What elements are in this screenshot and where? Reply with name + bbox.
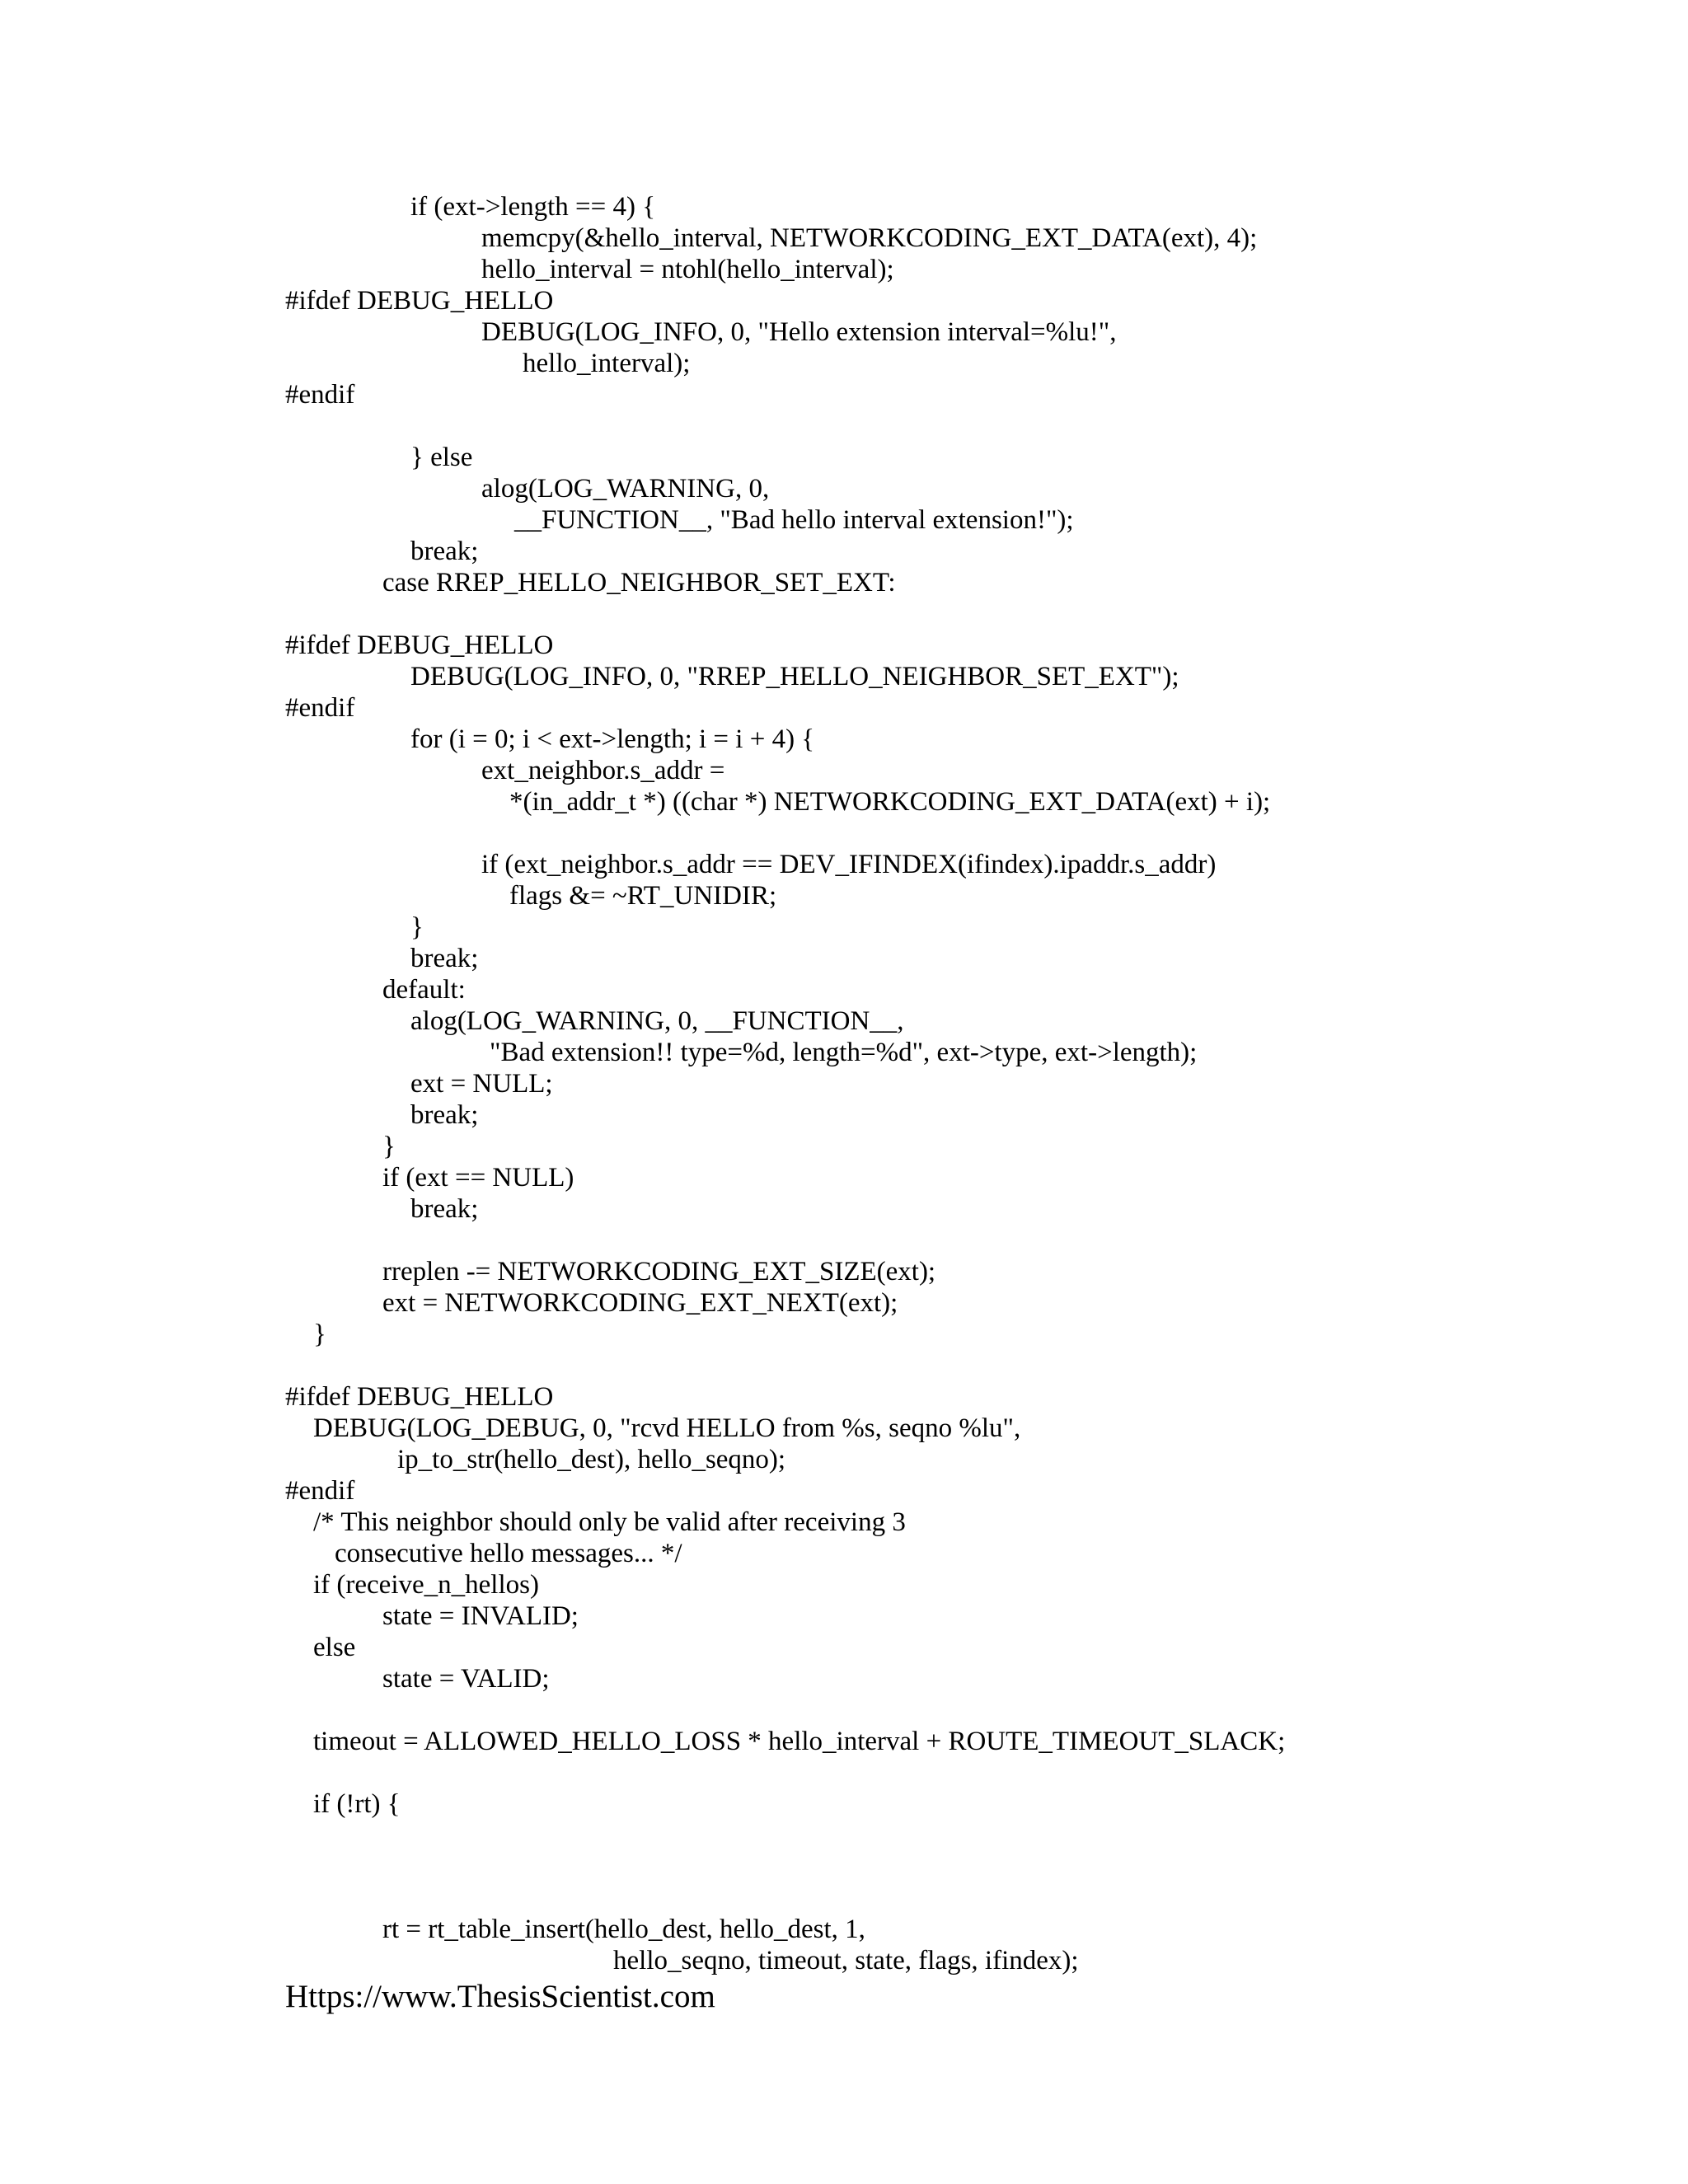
code-line: if (ext == NULL) — [382, 1163, 574, 1193]
code-line: __FUNCTION__, "Bad hello interval extension!"); — [514, 505, 1074, 535]
code-line: break; — [410, 1100, 479, 1130]
code-line: } — [382, 1132, 396, 1161]
code-line: } — [313, 1319, 326, 1349]
code-line: default: — [382, 975, 466, 1005]
code-line: hello_interval); — [523, 349, 691, 378]
code-line: *(in_addr_t *) ((char *) NETWORKCODING_EXT_DATA(ext) + i); — [509, 787, 1271, 817]
code-line: case RREP_HELLO_NEIGHBOR_SET_EXT: — [382, 568, 896, 598]
code-line: /* This neighbor should only be valid after receiving 3 — [313, 1507, 906, 1537]
code-line: "Bad extension!! type=%d, length=%d", ext->type, ext->length); — [490, 1038, 1198, 1067]
code-line: if (ext_neighbor.s_addr == DEV_IFINDEX(ifindex).ipaddr.s_addr) — [481, 850, 1217, 879]
code-line: ext = NULL; — [410, 1069, 553, 1099]
code-line: #endif — [285, 1476, 355, 1506]
code-line: hello_interval = ntohl(hello_interval); — [481, 255, 894, 284]
code-line: hello_seqno, timeout, state, flags, ifindex); — [613, 1946, 1079, 1975]
code-line: } — [410, 912, 424, 942]
code-line: DEBUG(LOG_DEBUG, 0, "rcvd HELLO from %s, seqno %lu", — [313, 1413, 1021, 1443]
footer-url: Https://www.ThesisScientist.com — [285, 1979, 715, 2014]
code-line: alog(LOG_WARNING, 0, __FUNCTION__, — [410, 1006, 904, 1036]
code-line: #endif — [285, 693, 355, 723]
code-line: memcpy(&hello_interval, NETWORKCODING_EXT_DATA(ext), 4); — [481, 223, 1258, 253]
code-line: DEBUG(LOG_INFO, 0, "RREP_HELLO_NEIGHBOR_SET_EXT"); — [410, 662, 1179, 691]
code-line: if (!rt) { — [313, 1789, 401, 1819]
code-line: break; — [410, 537, 479, 566]
code-line: consecutive hello messages... */ — [335, 1539, 682, 1568]
code-line: flags &= ~RT_UNIDIR; — [509, 881, 777, 911]
code-line: break; — [410, 944, 479, 973]
code-line: state = VALID; — [382, 1664, 550, 1694]
code-line: break; — [410, 1194, 479, 1224]
code-line: rreplen -= NETWORKCODING_EXT_SIZE(ext); — [382, 1257, 936, 1286]
code-line: #ifdef DEBUG_HELLO — [285, 286, 554, 316]
code-line: DEBUG(LOG_INFO, 0, "Hello extension interval=%lu!", — [481, 317, 1117, 347]
code-line: #ifdef DEBUG_HELLO — [285, 630, 554, 660]
code-line: } else — [410, 443, 473, 472]
code-line: else — [313, 1633, 356, 1662]
code-line: rt = rt_table_insert(hello_dest, hello_dest, 1, — [382, 1915, 865, 1944]
code-line: state = INVALID; — [382, 1601, 579, 1631]
code-line: for (i = 0; i < ext->length; i = i + 4) { — [410, 724, 815, 754]
code-line: timeout = ALLOWED_HELLO_LOSS * hello_interval + ROUTE_TIMEOUT_SLACK; — [313, 1727, 1286, 1756]
code-line: alog(LOG_WARNING, 0, — [481, 474, 770, 504]
code-line: #ifdef DEBUG_HELLO — [285, 1382, 554, 1412]
code-line: if (receive_n_hellos) — [313, 1570, 539, 1600]
code-line: ip_to_str(hello_dest), hello_seqno); — [397, 1445, 786, 1474]
code-line: ext_neighbor.s_addr = — [481, 756, 725, 785]
code-line: ext = NETWORKCODING_EXT_NEXT(ext); — [382, 1288, 898, 1318]
code-line: #endif — [285, 380, 355, 410]
code-line: if (ext->length == 4) { — [410, 192, 656, 222]
